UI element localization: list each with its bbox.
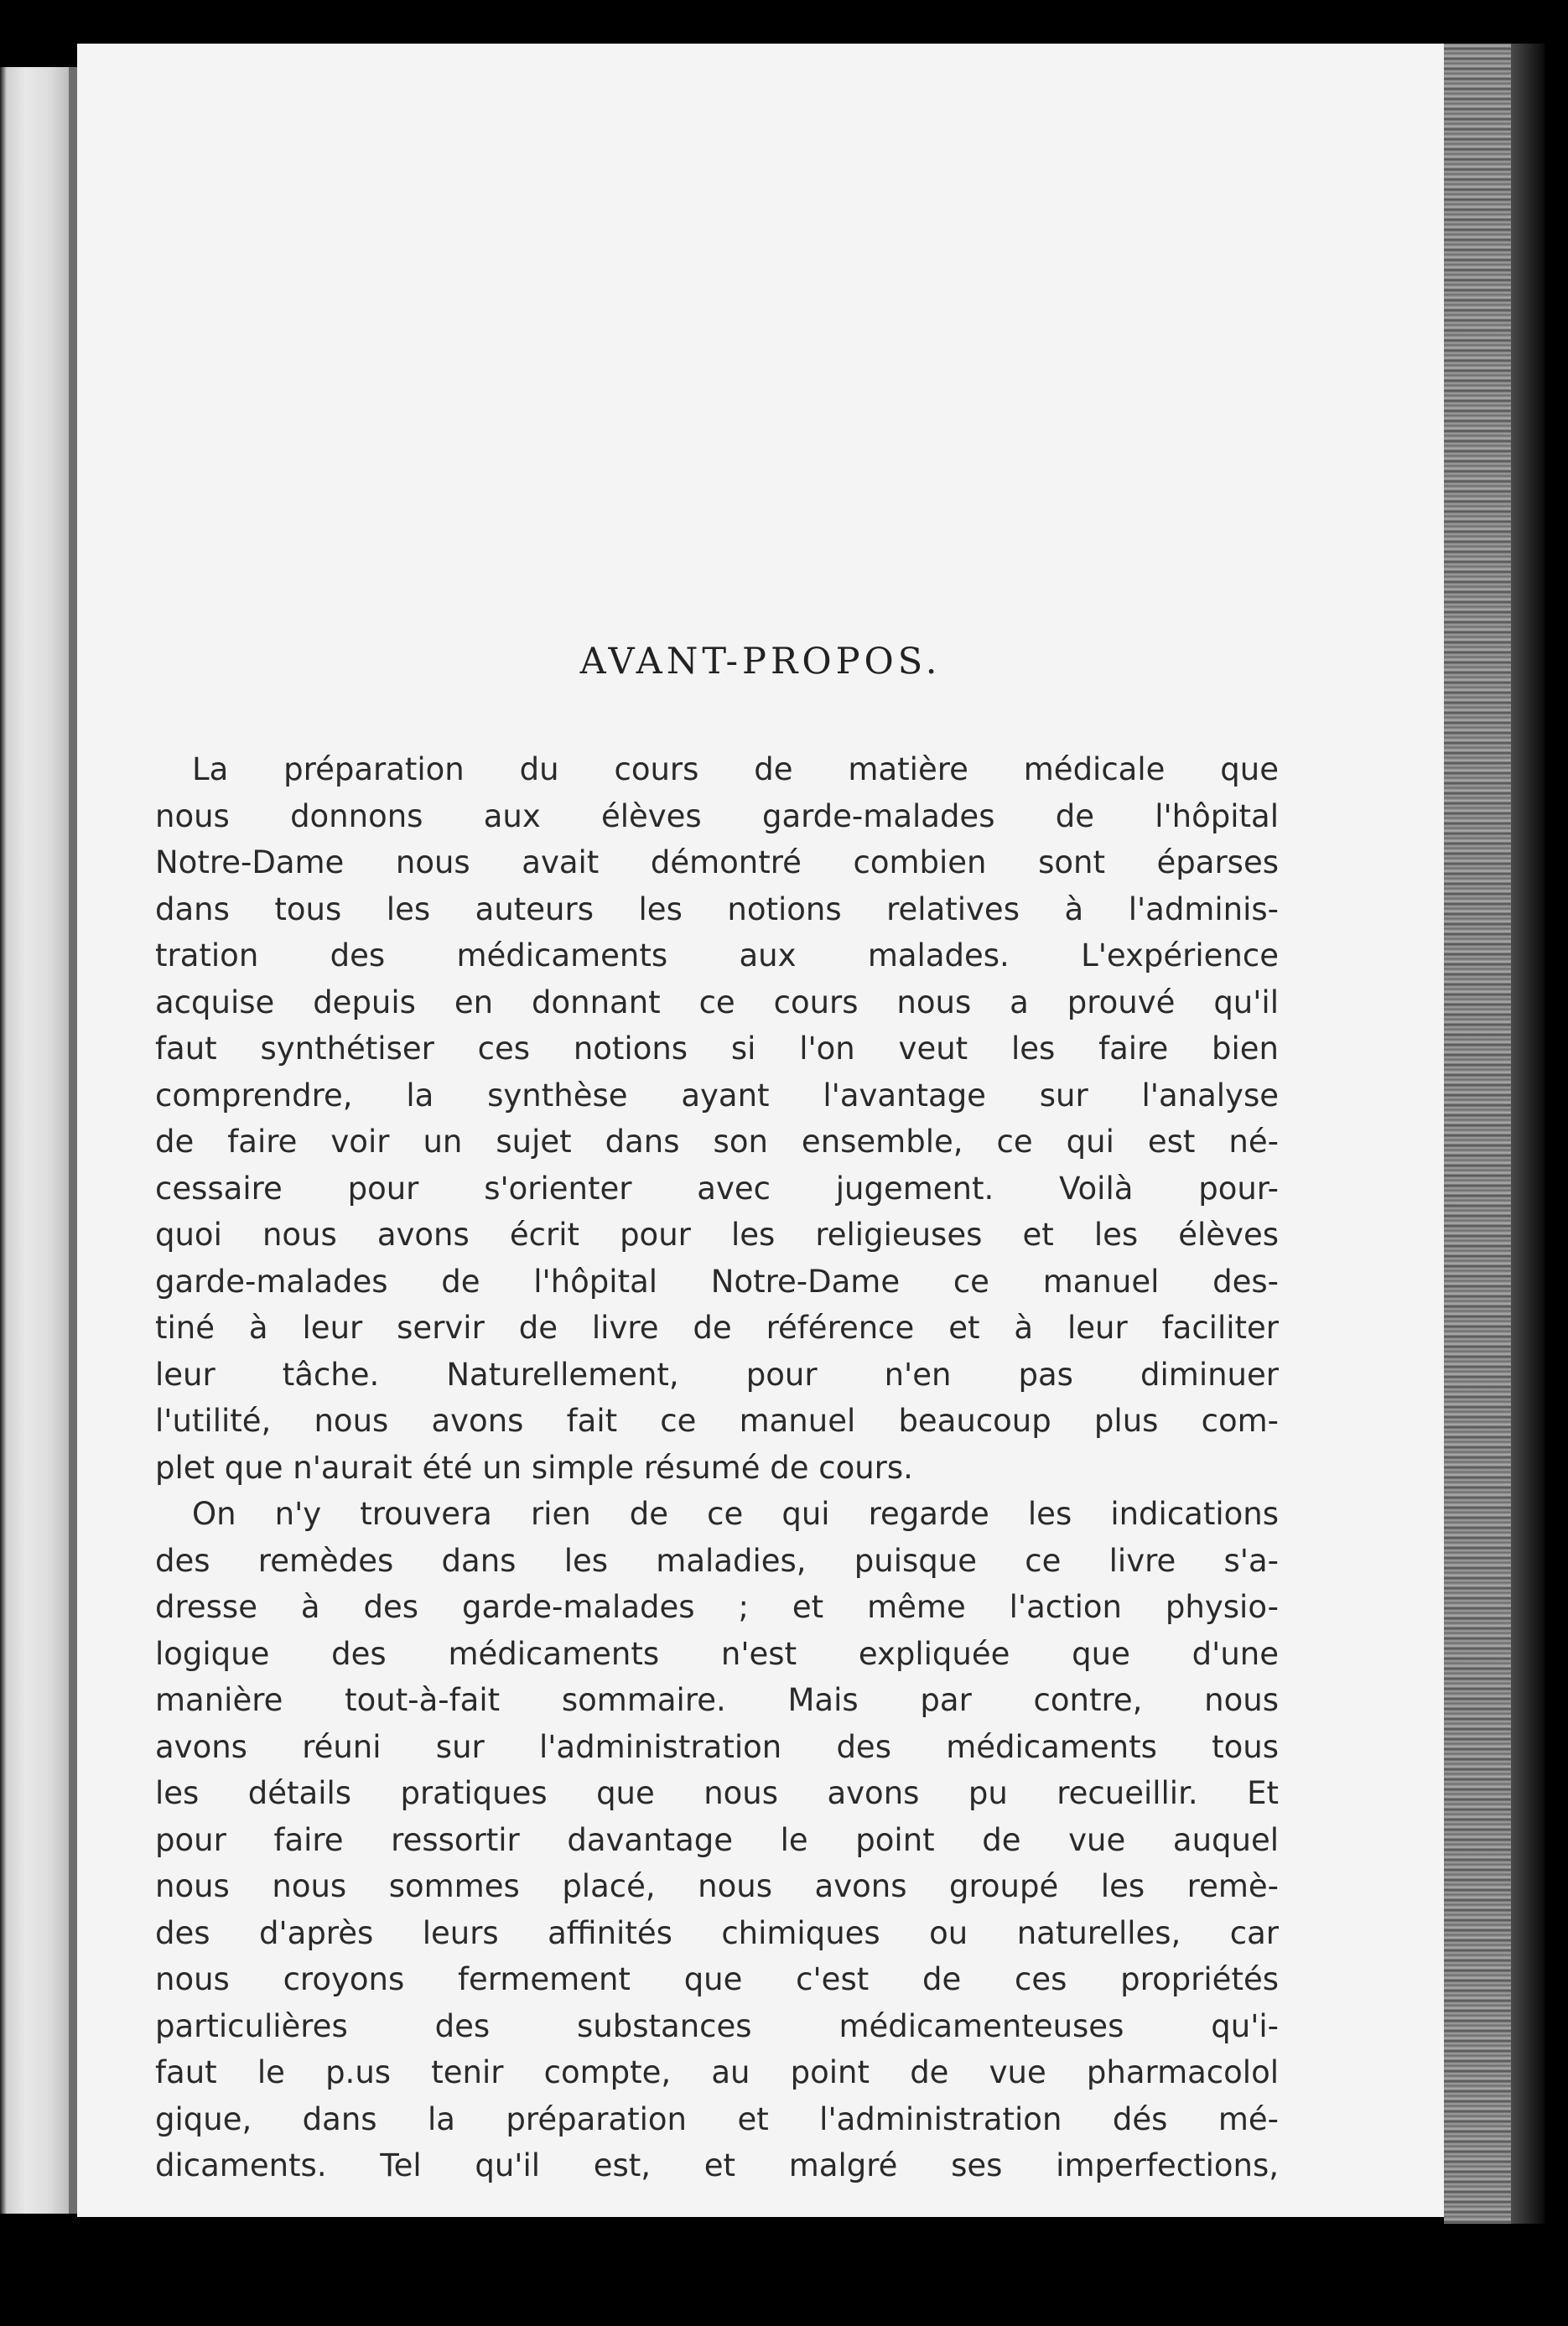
text-line: quoi nous avons écrit pour les religieuses et les élèves <box>155 1217 1279 1253</box>
text-line: faut synthétiser ces notions si l'on veut les faire bien <box>155 1031 1279 1067</box>
paragraph-2 <box>155 1491 1279 2189</box>
page-fore-edge <box>1444 44 1511 2224</box>
text-line: nous nous sommes placé, nous avons groupé les remè- <box>155 1868 1279 1904</box>
text-line: gique, dans la préparation et l'administration dés mé- <box>155 2100 1279 2137</box>
page-title: AVANT-PROPOS. <box>579 641 942 683</box>
text-line: tration des médicaments aux malades. L'expérience <box>155 937 1279 973</box>
text-line: La préparation du cours de matière médicale que <box>192 751 1279 787</box>
text-line: cessaire pour s'orienter avec jugement. Voilà pour- <box>155 1170 1279 1207</box>
text-line: l'utilité, nous avons fait ce manuel beaucoup plus com- <box>155 1403 1279 1439</box>
page-fore-edge-shadow <box>1511 44 1545 2224</box>
text-line: pour faire ressortir davantage le point de vue auquel <box>155 1821 1279 1858</box>
text-line: nous croyons fermement que c'est de ces propriétés <box>155 1961 1279 1997</box>
text-line: plet que n'aurait été un simple résumé de cours. <box>155 1449 913 1486</box>
text-line: manière tout-à-fait sommaire. Mais par contre, nous <box>155 1682 1279 1718</box>
text-line: les détails pratiques que nous avons pu recueillir. Et <box>155 1775 1279 1811</box>
body-text <box>155 746 1279 2189</box>
text-line: dans tous les auteurs les notions relatives à l'adminis- <box>155 890 1279 927</box>
text-line: acquise depuis en donnant ce cours nous a prouvé qu'il <box>155 984 1279 1020</box>
paragraph-1 <box>155 746 1279 1491</box>
book-gutter <box>69 67 77 2214</box>
text-line: faut le p.us tenir compte, au point de vue pharmacolol <box>155 2054 1279 2090</box>
text-line: dresse à des garde-malades ; et même l'action physio- <box>155 1589 1279 1625</box>
text-line: nous donnons aux élèves garde-malades de l'hôpital <box>155 797 1279 834</box>
text-line: de faire voir un sujet dans son ensemble, ce qui est né- <box>155 1124 1279 1160</box>
text-line: On n'y trouvera rien de ce qui regarde les indications <box>192 1496 1279 1532</box>
text-line: des remèdes dans les maladies, puisque ce livre s'a- <box>155 1542 1279 1579</box>
text-line: des d'après leurs affinités chimiques ou naturelles, car <box>155 1914 1279 1951</box>
text-line: comprendre, la synthèse ayant l'avantage sur l'analyse <box>155 1077 1279 1114</box>
text-line: garde-malades de l'hôpital Notre-Dame ce manuel des- <box>155 1263 1279 1300</box>
left-page-edge <box>0 67 69 2214</box>
text-line: logique des médicaments n'est expliquée que d'une <box>155 1635 1279 1672</box>
text-line: tiné à leur servir de livre de référence et à leur faciliter <box>155 1310 1279 1346</box>
text-line: dicaments. Tel qu'il est, et malgré ses imperfections, <box>155 2147 1279 2183</box>
book-page <box>77 44 1444 2217</box>
text-line: Notre-Dame nous avait démontré combien sont éparses <box>155 844 1279 880</box>
text-line: leur tâche. Naturellement, pour n'en pas diminuer <box>155 1356 1279 1393</box>
text-line: avons réuni sur l'administration des médicaments tous <box>155 1728 1279 1765</box>
text-line: particulières des substances médicamenteuses qu'i- <box>155 2007 1279 2044</box>
